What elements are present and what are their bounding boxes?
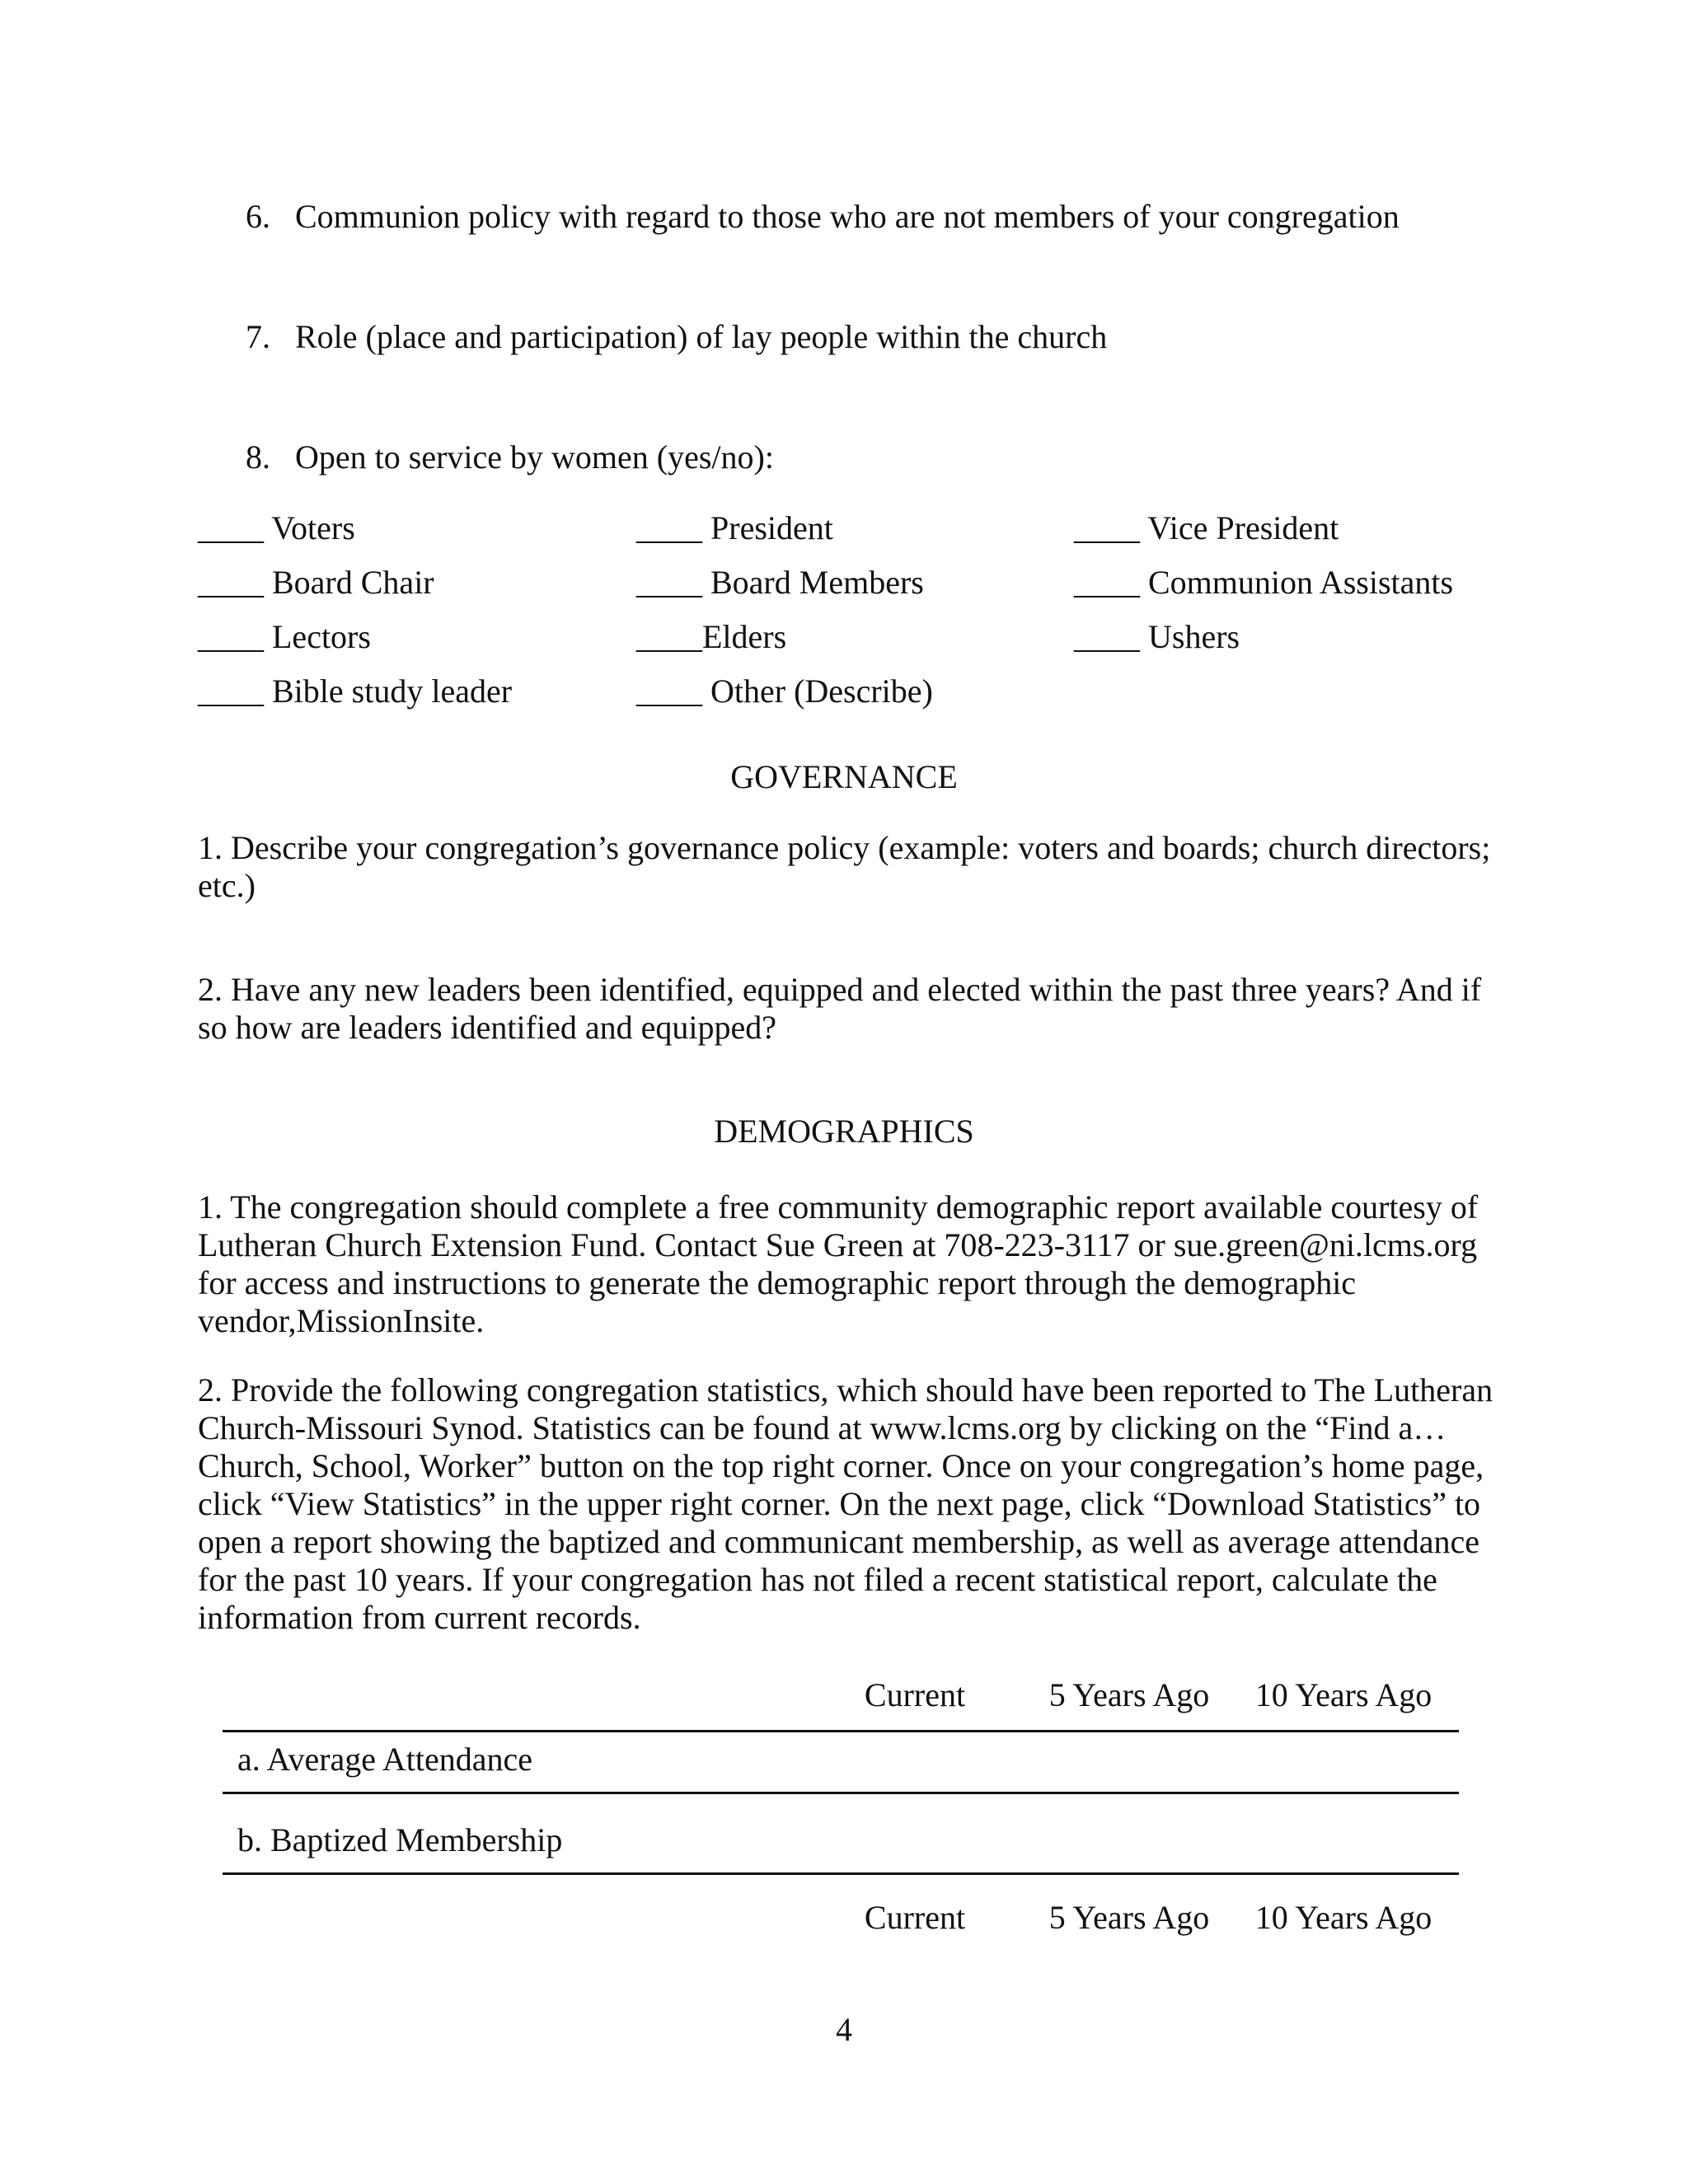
question-text: Communion policy with regard to those who are not members of your congregation [295, 198, 1400, 235]
page-number: 4 [836, 2011, 852, 2048]
role-other: ____ Other (Describe) [636, 673, 933, 710]
table-rule-middle [223, 1792, 1459, 1794]
role-vice-president: ____ Vice President [1074, 509, 1339, 546]
question-number: 6. [246, 198, 270, 235]
question-7 [246, 318, 1107, 356]
question-number: 7. [246, 318, 270, 355]
role-board-members: ____ Board Members [636, 564, 924, 601]
question-text: Role (place and participation) of lay people within the church [295, 318, 1108, 355]
question-6 [246, 198, 1400, 236]
role-president: ____ President [636, 509, 833, 546]
column-10-years-ago-repeat: 10 Years Ago [1254, 1899, 1432, 1936]
column-5-years-ago: 5 Years Ago [1048, 1676, 1210, 1713]
question-text: Open to service by women (yes/no): [295, 438, 774, 476]
table-rule-top [223, 1730, 1459, 1732]
column-current-repeat: Current [864, 1899, 966, 1936]
table-rule-bottom [223, 1872, 1459, 1875]
column-10-years-ago: 10 Years Ago [1254, 1676, 1432, 1713]
column-current: Current [864, 1676, 966, 1713]
role-bible-study-leader: ____ Bible study leader [198, 673, 513, 710]
column-5-years-ago-repeat: 5 Years Ago [1048, 1899, 1210, 1936]
table-row-average-attendance: a. Average Attendance [237, 1741, 532, 1778]
demographics-question-2: 2. Provide the following congregation statistics, which should have been reported to The Lutheran Church-Missouri Synod. Statistics can be found at www.lcms.org by clicking on the “Find a…Church, School, Worker” button on the top right corner. Once on your congregation’s home page, click “View Statistics” in the upper right corner. On the next page, click “Download Statistics” to open a report showing the baptized and communicant membership, as well as average attendance for the past 10 years. If your congregation has not filed a recent statistical report, calculate the information from current records. [198, 1371, 1493, 1636]
governance-question-2: 2. Have any new leaders been identified, equipped and elected within the past three years? And if so how are leaders identified and equipped? [198, 971, 1482, 1046]
role-voters: ____ Voters [198, 509, 355, 546]
demographics-question-1: 1. The congregation should complete a free community demographic report available courtesy of Lutheran Church Extension Fund. Contact Sue Green at 708-223-3117 or sue.green@ni.lcms.org for access and instructions to generate the demographic report through the demographic vendor,MissionInsite. [198, 1188, 1479, 1339]
question-number: 8. [246, 438, 270, 476]
role-communion-assistants: ____ Communion Assistants [1074, 564, 1454, 601]
role-lectors: ____ Lectors [198, 618, 371, 655]
governance-heading: GOVERNANCE [730, 758, 958, 795]
question-8 [246, 438, 774, 476]
role-board-chair: ____ Board Chair [198, 564, 434, 601]
demographics-heading: DEMOGRAPHICS [714, 1113, 974, 1150]
role-elders: ____Elders [636, 618, 787, 655]
role-ushers: ____ Ushers [1074, 618, 1240, 655]
governance-question-1: 1. Describe your congregation’s governance policy (example: voters and boards; church directors; etc.) [198, 829, 1491, 904]
table-row-baptized-membership: b. Baptized Membership [237, 1821, 563, 1858]
